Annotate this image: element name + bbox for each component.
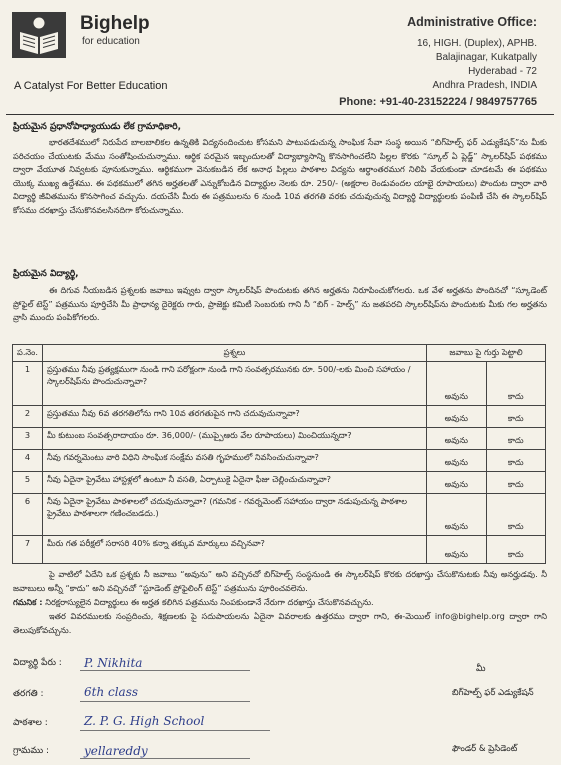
table-header-row	[13, 345, 546, 362]
office-address-block	[339, 15, 537, 109]
note-label: గమనిక :	[13, 597, 43, 607]
table-row	[13, 536, 546, 564]
class-field[interactable]	[80, 681, 250, 702]
answer-yes[interactable]: అవును	[427, 494, 487, 536]
village-value: yellareddy	[84, 744, 148, 758]
answer-yes[interactable]: అవును	[427, 406, 487, 428]
question-number: 5	[13, 472, 43, 494]
question-number: 4	[13, 450, 43, 472]
column-header-answer: జవాబు పై గుర్తు పెట్టాలి	[427, 345, 546, 362]
phone-number: Phone: +91-40-23152224 / 9849757765	[339, 96, 537, 108]
column-header-number: ప.నెం.	[13, 345, 43, 362]
answer-yes[interactable]: అవును	[427, 362, 487, 406]
question-text: ప్రస్తుతము నీవు 6వ తరగతిలోను గాని 10వ తరగతుపైన గాని చదువుచున్నావా?	[42, 406, 426, 428]
school-value: Z. P. G. High School	[84, 714, 205, 728]
question-number: 2	[13, 406, 43, 428]
answer-yes[interactable]: అవును	[427, 428, 487, 450]
village-field[interactable]	[80, 740, 250, 759]
question-number: 6	[13, 494, 43, 536]
table-row	[13, 494, 546, 536]
bighelp-logo-icon	[12, 12, 66, 58]
answer-no[interactable]: కాదు	[486, 494, 546, 536]
answer-yes[interactable]: అవును	[427, 536, 487, 564]
student-name-value: P. Nikhita	[84, 656, 143, 670]
answer-yes[interactable]: అవును	[427, 450, 487, 472]
tagline: A Catalyst For Better Education	[14, 80, 168, 92]
contact-paragraph: ఇతర వివరములకు సంప్రదించు, శిక్షణలకు పై సదుపాయలను ఏదైనా వివరాలకు ఉత్తరము ద్వారా గాని, ఈ-మెయిల్ info@bighelp.org ద్వారా గాని తెలుపుకోవచ్చును.	[13, 611, 547, 635]
note-line	[13, 596, 547, 610]
table-row	[13, 406, 546, 428]
question-text: నీవు గవర్నమెంటు వారి విధిని సాంఘిక సంక్షేమ వసతి గృహములో నివసించుచున్నావా?	[42, 450, 426, 472]
student-name-label: విద్యార్థి పేరు :	[13, 658, 62, 668]
question-text: ప్రస్తుతము నీవు ప్రత్యక్షముగా నుండి గాని పరోక్షంగా నుండి గాని సంవత్సరమునకు రూ. 500/-లకు మించి సహాయం / స్కాలర్‌షిప్‌ను పొందుచున్నావా?	[42, 362, 426, 406]
eligibility-table	[12, 344, 546, 564]
office-title: Administrative Office:	[407, 15, 537, 29]
village-label: గ్రామము :	[13, 746, 50, 756]
school-label: పాఠశాల :	[13, 718, 48, 728]
answer-no[interactable]: కాదు	[486, 536, 546, 564]
answer-no[interactable]: కాదు	[486, 472, 546, 494]
class-value: 6th class	[84, 685, 139, 699]
question-number: 1	[13, 362, 43, 406]
answer-no[interactable]: కాదు	[486, 450, 546, 472]
question-text: నీవు ఏదైనా ప్రైవేటు హాస్టళ్లలో ఉంటూ నీ వసతి, ఏర్పాటుకై ఏదైనా ఫీజు చెల్లించుచున్నావా?	[42, 472, 426, 494]
answer-no[interactable]: కాదు	[486, 362, 546, 406]
question-number: 3	[13, 428, 43, 450]
note-text: నిరక్షరాస్యులైన విద్యార్థులు ఈ అర్హత కలిగిన పత్రమును నింపకుండానే నేరుగా దరఖాస్తు చేసుకొనవచ్చును.	[45, 597, 374, 607]
address-line: Andhra Pradesh, INDIA	[432, 80, 537, 91]
student-intro-paragraph: ఈ దిగువ నీయబడిన ప్రశ్నలకు జవాబు ఇవ్వుట ద్వారా స్కాలర్‌షిప్ పొందుటకు తగిన అర్హతను నిరూపించుకోగలరు. ఒక వేళ అర్హతను పొందినచో “స్కూడెంట్ ప్రోఫైల్ టెస్ట్” పత్రమును పూర్తిచేసి మీ ప్రాధాన్య దైరెక్టరు గారు, ప్రాజెక్టు కమిటీ సెంబరుకు గాని నీ “బిగ్ - హెల్ప్” ను జతపరచి స్కాలర్‌షిప్‌ను పొందుటకు మీకు గల అర్హతను వ్రాసి ముందు పంపికోగలరు.	[13, 285, 547, 323]
table-row	[13, 428, 546, 450]
signature-line-2: బిగ్‌హెల్ప్ ఫర్ ఎడ్యుకేషన్	[452, 688, 534, 698]
table-row	[13, 450, 546, 472]
brand-name: Bighelp	[80, 13, 150, 34]
question-number: 7	[13, 536, 43, 564]
school-field[interactable]	[80, 710, 270, 731]
table-row	[13, 472, 546, 494]
signature-line-3: ఫౌండర్ & ప్రెసిడెంట్	[452, 744, 518, 754]
question-text: మీ కుటుంబ సంవత్సరాదాయం రూ. 36,000/- (ముప్పైఆరు వేల రూపాయలు) మించియున్నదా?	[42, 428, 426, 450]
address-line: Hyderabad - 72	[468, 66, 537, 77]
answer-no[interactable]: కాదు	[486, 406, 546, 428]
answer-no[interactable]: కాదు	[486, 428, 546, 450]
address-line: Balajinagar, Kukatpally	[435, 52, 537, 63]
disqualification-paragraph: పై వాటిలో ఏదేని ఒక ప్రశ్నకు నీ జవాబు “అవును” అని వచ్చినచో బిగ్‌హెల్ప్ సంస్థనుండి ఈ స్కాలర్‌షిప్ కొరకు దరఖాస్తు చేసుకొనుటకు నీవు అనర్హుడవు. నీ జవాబులు అన్నీ “కాదు” అని వచ్చినచో “స్టూడెంట్ ప్రోఫైలింగ్ టెస్ట్” పత్రమును పూరించవలెను.	[13, 569, 547, 593]
table-row	[13, 362, 546, 406]
class-label: తరగతి :	[13, 689, 44, 699]
signature-line-1: మీ	[476, 664, 486, 674]
address-line: 16, HIGH. (Duplex), APHB.	[416, 38, 537, 49]
answer-yes[interactable]: అవును	[427, 472, 487, 494]
question-text: మీరు గత పరీక్షలో సరాసరి 40% కన్నా తక్కువ మార్కులు వచ్చినవా?	[42, 536, 426, 564]
header-divider	[6, 114, 554, 115]
student-name-field[interactable]	[80, 652, 250, 671]
intro-paragraph: భారతదేశములో నిరుపేద బాలబాలికల ఉన్నతికి విద్యనందించుట కోసమని పాటుపడుచున్న సాంఘిక సేవా సంస్థ అయిన “బిగ్‌హెల్ప్ ఫర్ ఎడ్యుకేషన్”ను మీకు పరిచయం చేయుటకు మేము సంతోషించుచున్నాము. ఆర్థిక పరమైన ఇబ్బందులతో విద్యాభ్యాసాన్ని కొనసాగించలేని పిల్లల కొరకు “స్కూల్ ఏ ప్లెడ్జ్” స్కాలర్‌షిప్ పథకము ద్వారా వేయూత నివ్వటకు పూనుకున్నాము. ఆర్థికముగా వెనుకబడిన లేక అనాధ పిల్లలు పాఠశాల విద్యను ఆర్థాంతరముగ నిలిపి వేయకుండా చూడటమే ఈ పథకము యొక్క ముఖ్య ఉద్దేశము. ఈ పథకములో తగిన అర్హతలతో ఎన్నుకోబడిన విద్యార్థుల నెలకు రూ. 250/- (అక్షరాల రెండువందల యాభై రూపాయలు) పొందుట ద్వారా వారి విద్యార్థి జీవితమును కొనసాగించ వచ్చును. దయచేసి మీరు ఈ పత్రములను 6 నుండి 10వ తరగతి వరకు చదువుచున్న విద్యార్థి విద్యార్థులకు పంపిణీ చేసి ఈ స్కాలర్‌షిప్ కోసము దరఖాస్తు చేసుకొనవలసినదిగా కోరుచున్నాము.	[13, 137, 547, 215]
column-header-questions: ప్రశ్నలు	[42, 345, 426, 362]
brand-subtitle: for education	[82, 36, 140, 47]
student-salutation: ప్రియమైన విద్యార్థి,	[13, 269, 79, 279]
salutation: ప్రియమైన ప్రధానోపాధ్యాయుడు లేక గ్రామాధికారి,	[13, 122, 182, 132]
question-text: నీవు ఏదైనా ప్రైవేటు పాఠశాలలో చదువుచున్నావా? (గమనిక - గవర్నమెంట్ సహాయం ద్వారా నడుపుచున్న పాఠశాల ప్రైవేటు పాఠశాలగా గణించబడదు.)	[42, 494, 426, 536]
